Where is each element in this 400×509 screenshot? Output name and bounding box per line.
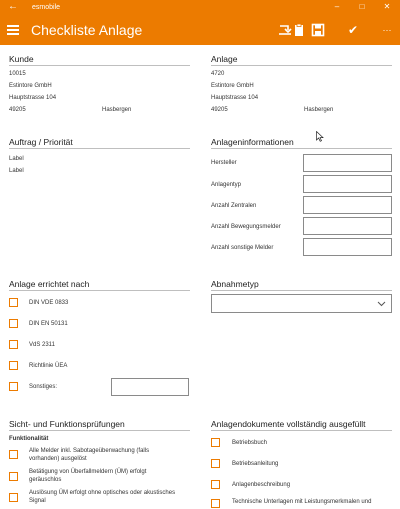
anlageninfo-heading: Anlageninformationen xyxy=(211,137,294,147)
mouse-cursor-icon xyxy=(316,131,324,142)
pruefung-3-label-line2: Signal xyxy=(29,498,46,504)
sonstiges-label: Sonstiges: xyxy=(29,384,58,390)
betriebsbuch-label: Betriebsbuch xyxy=(232,440,268,446)
app-name: esmobile xyxy=(32,4,61,11)
pruefung-1-label-line2: vorhanden) ausgelöst xyxy=(29,456,87,462)
pruefungen-divider xyxy=(9,430,190,431)
pruefung-2-checkbox[interactable] xyxy=(9,472,18,481)
anlage-zip: 49205 xyxy=(211,107,228,113)
auftrag-label-1: Label xyxy=(9,156,24,162)
maximize-icon[interactable]: □ xyxy=(359,2,365,11)
errichtet-divider xyxy=(9,290,190,291)
vds-2311-checkbox[interactable] xyxy=(9,340,18,349)
din-vde-0833-checkbox[interactable] xyxy=(9,298,18,307)
anlage-divider xyxy=(211,65,392,66)
kunde-city: Hasbergen xyxy=(102,107,132,113)
hersteller-label: Hersteller xyxy=(211,160,237,166)
kunde-heading: Kunde xyxy=(9,54,34,64)
save-icon[interactable] xyxy=(309,21,327,39)
page-title: Checkliste Anlage xyxy=(31,22,143,38)
auftrag-heading: Auftrag / Priorität xyxy=(9,137,73,147)
check-icon[interactable]: ✔ xyxy=(347,23,359,37)
pruefung-1-label-line1: Alle Melder inkl. Sabotageüberwachung (falls xyxy=(29,448,150,454)
dokumente-divider xyxy=(211,430,392,431)
kunde-name: Estintore GmbH xyxy=(9,83,52,89)
chevron-down-icon xyxy=(377,301,386,307)
vds-2311-label: VdS 2311 xyxy=(29,342,55,348)
funktionalitaet-subheading: Funktionalität xyxy=(9,436,49,442)
anzahl-sonstige-melder-input[interactable] xyxy=(303,238,392,256)
pruefung-2-label-line2: geräuschlos xyxy=(29,477,62,483)
abnahmetyp-dropdown[interactable] xyxy=(211,294,392,313)
anzahl-zentralen-input[interactable] xyxy=(303,196,392,214)
app-bar xyxy=(0,17,400,45)
technische-unterlagen-label: Technische Unterlagen mit Leistungsmerkmalen und xyxy=(232,499,372,505)
abnahmetyp-heading: Abnahmetyp xyxy=(211,279,259,289)
close-icon[interactable]: ✕ xyxy=(383,2,391,11)
clipboard-icon[interactable] xyxy=(290,21,308,39)
anlage-city: Hasbergen xyxy=(304,107,334,113)
pruefung-3-checkbox[interactable] xyxy=(9,493,18,502)
pruefung-2-label-line1: Betätigung von Überfallmeldern (ÜM) erfolgt xyxy=(29,469,147,475)
anlage-number: 4720 xyxy=(211,71,225,77)
window-titlebar xyxy=(0,0,400,17)
anlagentyp-input[interactable] xyxy=(303,175,392,193)
anlage-street: Hauptstrasse 104 xyxy=(211,95,259,101)
pruefungen-heading: Sicht- und Funktionsprüfungen xyxy=(9,419,125,429)
betriebsbuch-checkbox[interactable] xyxy=(211,438,220,447)
kunde-zip: 49205 xyxy=(9,107,26,113)
anzahl-sonstige-melder-label: Anzahl sonstige Melder xyxy=(211,245,274,251)
anlagentyp-label: Anlagentyp xyxy=(211,182,242,188)
anlageninfo-divider xyxy=(211,148,392,149)
sonstiges-input[interactable] xyxy=(111,378,189,396)
errichtet-heading: Anlage errichtet nach xyxy=(9,279,90,289)
back-arrow-icon[interactable]: ← xyxy=(8,1,18,12)
dokumente-heading: Anlagendokumente vollständig ausgefüllt xyxy=(211,419,366,429)
auftrag-divider xyxy=(9,148,190,149)
anlagenbeschreibung-checkbox[interactable] xyxy=(211,480,220,489)
anzahl-bewegungsmelder-input[interactable] xyxy=(303,217,392,235)
technische-unterlagen-checkbox[interactable] xyxy=(211,499,220,508)
auftrag-label-2: Label xyxy=(9,168,24,174)
din-vde-0833-label: DIN VDE 0833 xyxy=(29,300,69,306)
kunde-street: Hauptstrasse 104 xyxy=(9,95,57,101)
kunde-number: 10015 xyxy=(9,71,26,77)
pruefung-3-label-line1: Auslösung ÜM erfolgt ohne optisches oder akustisches xyxy=(29,490,176,496)
richtlinie-uea-checkbox[interactable] xyxy=(9,361,18,370)
kunde-divider xyxy=(9,65,190,66)
sonstiges-checkbox[interactable] xyxy=(9,382,18,391)
abnahmetyp-divider xyxy=(211,290,392,291)
anlage-heading: Anlage xyxy=(211,54,238,64)
betriebsanleitung-label: Betriebsanleitung xyxy=(232,461,279,467)
anlage-name: Estintore GmbH xyxy=(211,83,254,89)
anzahl-zentralen-label: Anzahl Zentralen xyxy=(211,203,257,209)
anzahl-bewegungsmelder-label: Anzahl Bewegungsmelder xyxy=(211,224,281,230)
pruefung-1-checkbox[interactable] xyxy=(9,450,18,459)
menu-icon[interactable] xyxy=(7,25,19,35)
anlagenbeschreibung-label: Anlagenbeschreibung xyxy=(232,482,291,488)
betriebsanleitung-checkbox[interactable] xyxy=(211,459,220,468)
more-icon[interactable]: ··· xyxy=(382,25,392,35)
din-en-50131-checkbox[interactable] xyxy=(9,319,18,328)
din-en-50131-label: DIN EN 50131 xyxy=(29,321,68,327)
minimize-icon[interactable]: – xyxy=(334,2,340,11)
hersteller-input[interactable] xyxy=(303,154,392,172)
richtlinie-uea-label: Richtlinie ÜEA xyxy=(29,363,68,369)
